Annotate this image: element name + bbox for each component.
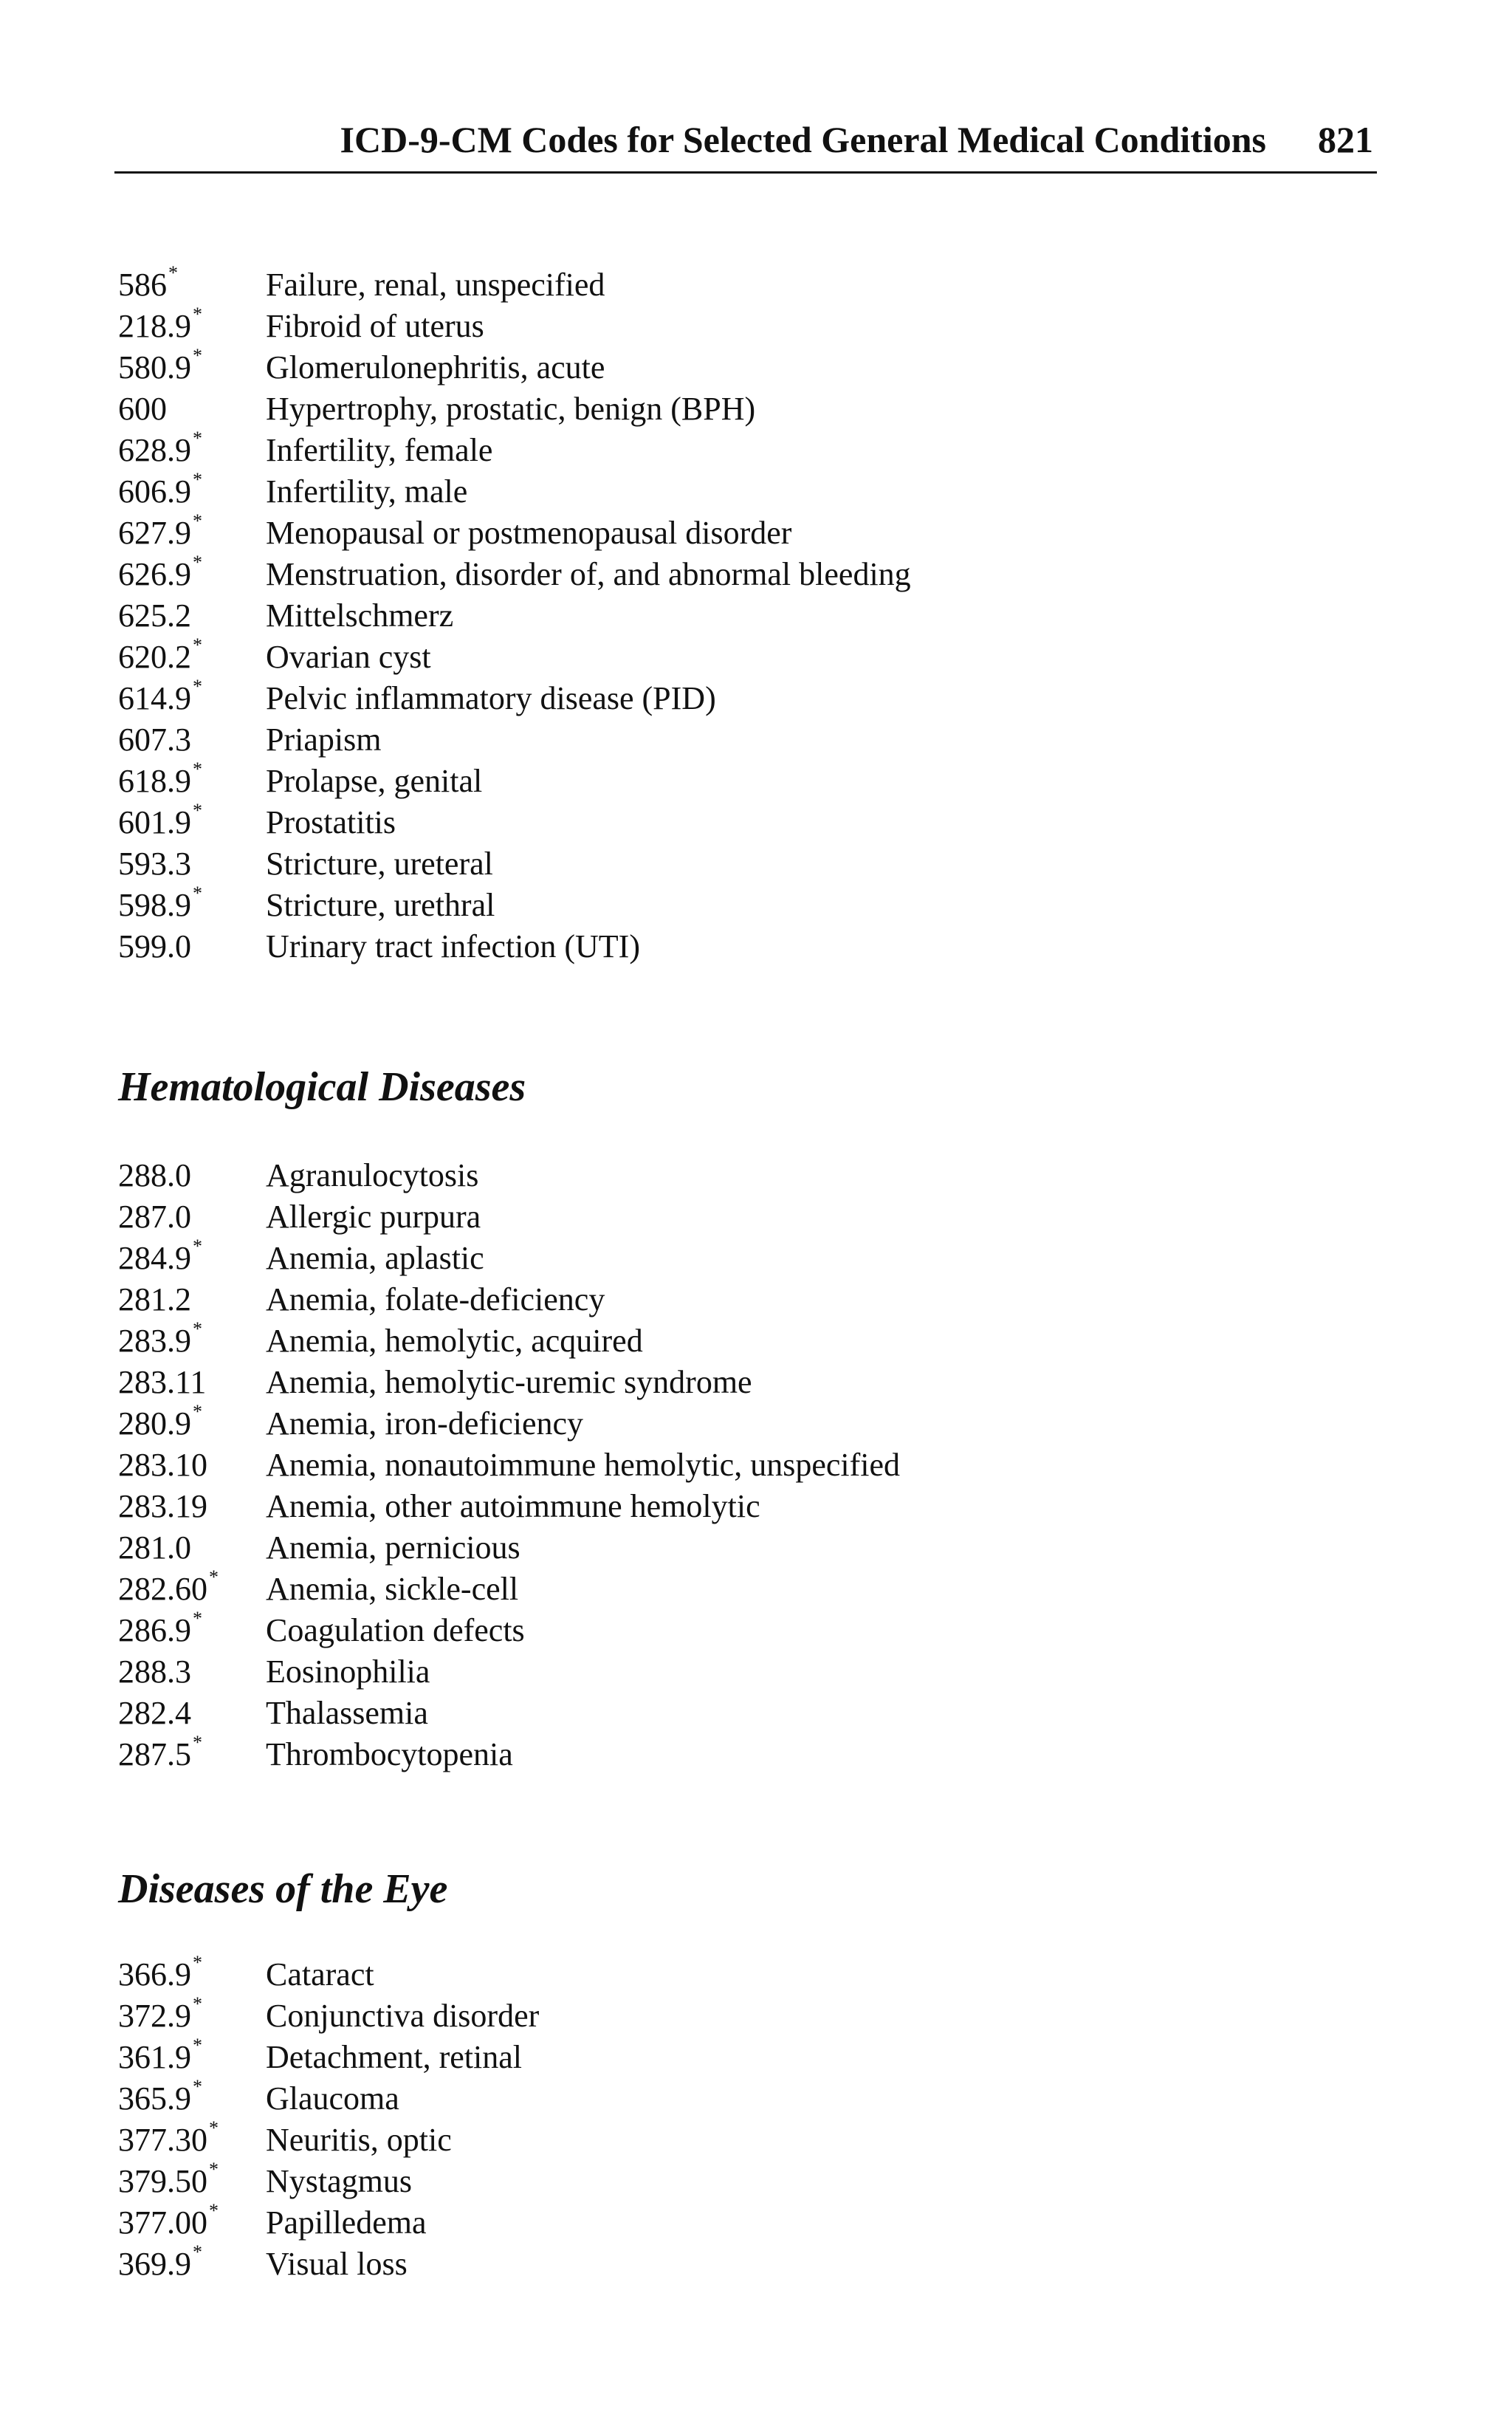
- icd-code-number: 283.11: [118, 1364, 207, 1400]
- condition-description: Glaucoma: [266, 2080, 399, 2117]
- code-entry: [118, 2202, 539, 2244]
- icd-code-number: 282.4: [118, 1695, 191, 1731]
- code-entry: [118, 926, 911, 967]
- condition-description: Ovarian cyst: [266, 639, 431, 675]
- icd-code: [118, 1486, 266, 1527]
- asterisk-mark: *: [193, 2076, 202, 2097]
- code-entry: [118, 758, 911, 802]
- icd-code: [118, 2161, 266, 2207]
- code-entry: [118, 1954, 539, 1995]
- code-entry: [118, 634, 911, 678]
- icd-code-number: 283.9: [118, 1323, 191, 1359]
- condition-description: Infertility, female: [266, 432, 493, 468]
- condition-description: Mittelschmerz: [266, 597, 454, 634]
- condition-description: Menstruation, disorder of, and abnormal bleeding: [266, 556, 911, 592]
- asterisk-mark: *: [209, 2159, 219, 2180]
- code-entry: [118, 885, 911, 926]
- icd-code-number: 601.9: [118, 804, 191, 840]
- icd-code-number: 218.9: [118, 308, 191, 344]
- icd-code: [118, 2078, 266, 2124]
- icd-code-number: 627.9: [118, 515, 191, 551]
- icd-code-number: 614.9: [118, 680, 191, 716]
- icd-code: [118, 1445, 266, 1486]
- icd-code-number: 580.9: [118, 349, 191, 385]
- condition-description: Prostatitis: [266, 804, 396, 840]
- icd-code: [118, 1954, 266, 2000]
- condition-description: Detachment, retinal: [266, 2039, 522, 2075]
- code-entry: [118, 1238, 900, 1279]
- condition-description: Priapism: [266, 722, 382, 758]
- icd-code: [118, 1238, 266, 1284]
- running-title: ICD-9-CM Codes for Selected General Medical Conditions: [340, 119, 1266, 160]
- code-entry: [118, 2161, 539, 2202]
- condition-description: Menopausal or postmenopausal disorder: [266, 515, 792, 551]
- icd-code-number: 593.3: [118, 846, 191, 882]
- code-entry: [118, 1651, 900, 1693]
- icd-code: [118, 1527, 266, 1569]
- icd-code: [118, 1610, 266, 1656]
- condition-description: Thalassemia: [266, 1695, 428, 1731]
- asterisk-mark: *: [209, 2117, 219, 2139]
- code-entry: [118, 1196, 900, 1238]
- asterisk-mark: *: [193, 552, 202, 573]
- icd-code-number: 586: [118, 267, 167, 303]
- icd-code: [118, 1196, 266, 1238]
- icd-code: [118, 802, 266, 848]
- icd-code-number: 379.50: [118, 2163, 207, 2199]
- asterisk-mark: *: [209, 1566, 219, 1588]
- icd-code-number: 618.9: [118, 763, 191, 799]
- icd-code-number: 282.60: [118, 1571, 207, 1607]
- condition-description: Failure, renal, unspecified: [266, 267, 605, 303]
- icd-code-number: 281.0: [118, 1529, 191, 1566]
- icd-code: [118, 1362, 266, 1403]
- asterisk-mark: *: [193, 428, 202, 449]
- icd-code: [118, 1279, 266, 1320]
- condition-description: Thrombocytopenia: [266, 1736, 513, 1772]
- icd-code: [118, 758, 266, 806]
- code-entry: [118, 2117, 539, 2161]
- icd-code: [118, 634, 266, 682]
- header-rule: [114, 171, 1377, 174]
- icd-code: [118, 1566, 266, 1614]
- icd-code: [118, 554, 266, 600]
- condition-description: Stricture, urethral: [266, 887, 495, 923]
- asterisk-mark: *: [193, 1401, 202, 1422]
- condition-description: Hypertrophy, prostatic, benign (BPH): [266, 391, 756, 427]
- code-entry: [118, 1362, 900, 1403]
- code-entry: [118, 843, 911, 885]
- code-entry: [118, 1995, 539, 2037]
- code-entry: [118, 1155, 900, 1196]
- asterisk-mark: *: [193, 510, 202, 532]
- icd-code: [118, 595, 266, 637]
- asterisk-mark: *: [193, 345, 202, 366]
- code-entry: [118, 2241, 539, 2285]
- section-heading-hematological: Hematological Diseases: [118, 1064, 526, 1110]
- code-entry: [118, 2078, 539, 2120]
- icd-code-number: 288.3: [118, 1654, 191, 1690]
- icd-code: [118, 264, 266, 310]
- code-entry: [118, 1693, 900, 1734]
- genitourinary-code-list: [118, 264, 911, 967]
- condition-description: Anemia, iron-deficiency: [266, 1405, 584, 1442]
- icd-code-number: 377.30: [118, 2122, 207, 2158]
- condition-description: Agranulocytosis: [266, 1157, 479, 1193]
- icd-code: [118, 2202, 266, 2248]
- asterisk-mark: *: [168, 262, 178, 284]
- asterisk-mark: *: [193, 1993, 202, 2015]
- code-entry: [118, 802, 911, 843]
- condition-description: Nystagmus: [266, 2163, 412, 2199]
- icd-code-number: 366.9: [118, 1956, 191, 1992]
- asterisk-mark: *: [209, 2200, 219, 2221]
- icd-code: [118, 347, 266, 393]
- icd-code-number: 283.19: [118, 1488, 207, 1524]
- icd-code: [118, 306, 266, 352]
- condition-description: Pelvic inflammatory disease (PID): [266, 680, 716, 716]
- icd-code: [118, 2037, 266, 2083]
- code-entry: [118, 347, 911, 388]
- icd-code-number: 287.5: [118, 1736, 191, 1772]
- code-entry: [118, 1566, 900, 1610]
- page-header: [0, 111, 1373, 162]
- section-heading-eye: Diseases of the Eye: [118, 1866, 448, 1912]
- condition-description: Anemia, aplastic: [266, 1240, 484, 1276]
- icd-code-number: 280.9: [118, 1405, 191, 1442]
- icd-code-number: 361.9: [118, 2039, 191, 2075]
- condition-description: Visual loss: [266, 2246, 408, 2282]
- asterisk-mark: *: [193, 676, 202, 697]
- condition-description: Allergic purpura: [266, 1199, 481, 1235]
- condition-description: Neuritis, optic: [266, 2122, 452, 2158]
- code-entry: [118, 388, 911, 430]
- code-entry: [118, 719, 911, 761]
- hematological-code-list: [118, 1155, 900, 1775]
- asterisk-mark: *: [193, 883, 202, 904]
- icd-code-number: 284.9: [118, 1240, 191, 1276]
- condition-description: Anemia, hemolytic-uremic syndrome: [266, 1364, 752, 1400]
- icd-code-number: 372.9: [118, 1998, 191, 2034]
- icd-code: [118, 885, 266, 931]
- condition-description: Fibroid of uterus: [266, 308, 484, 344]
- icd-code: [118, 510, 266, 558]
- condition-description: Anemia, nonautoimmune hemolytic, unspecified: [266, 1447, 901, 1483]
- icd-code: [118, 1155, 266, 1196]
- icd-code-number: 607.3: [118, 722, 191, 758]
- icd-code: [118, 2117, 266, 2165]
- code-entry: [118, 510, 911, 554]
- icd-code-number: 286.9: [118, 1612, 191, 1648]
- icd-code-number: 606.9: [118, 473, 191, 510]
- asterisk-mark: *: [193, 304, 202, 325]
- code-entry: [118, 1610, 900, 1651]
- code-entry: [118, 306, 911, 347]
- code-entry: [118, 678, 911, 719]
- code-entry: [118, 1527, 900, 1569]
- asterisk-mark: *: [193, 1318, 202, 1340]
- asterisk-mark: *: [193, 2035, 202, 2056]
- code-entry: [118, 1320, 900, 1362]
- icd-code-number: 377.00: [118, 2204, 207, 2241]
- icd-code: [118, 1995, 266, 2041]
- condition-description: Anemia, pernicious: [266, 1529, 520, 1566]
- icd-code-number: 600: [118, 391, 167, 427]
- asterisk-mark: *: [193, 1732, 202, 1753]
- icd-code: [118, 1651, 266, 1693]
- condition-description: Anemia, folate-deficiency: [266, 1281, 605, 1317]
- page-number: 821: [1318, 119, 1373, 160]
- icd-code: [118, 430, 266, 476]
- code-entry: [118, 1445, 900, 1486]
- icd-code: [118, 1403, 266, 1449]
- asterisk-mark: *: [193, 1608, 202, 1629]
- asterisk-mark: *: [193, 469, 202, 490]
- code-entry: [118, 1403, 900, 1445]
- icd-code-number: 628.9: [118, 432, 191, 468]
- condition-description: Coagulation defects: [266, 1612, 525, 1648]
- icd-code-number: 287.0: [118, 1199, 191, 1235]
- condition-description: Conjunctiva disorder: [266, 1998, 540, 2034]
- code-entry: [118, 595, 911, 637]
- condition-description: Stricture, ureteral: [266, 846, 493, 882]
- icd-code: [118, 471, 266, 517]
- asterisk-mark: *: [193, 1236, 202, 1257]
- code-entry: [118, 2037, 539, 2078]
- icd-code-number: 599.0: [118, 928, 191, 964]
- icd-code: [118, 926, 266, 967]
- eye-code-list: [118, 1954, 539, 2285]
- condition-description: Glomerulonephritis, acute: [266, 349, 605, 385]
- asterisk-mark: *: [193, 800, 202, 821]
- icd-code-number: 365.9: [118, 2080, 191, 2117]
- code-entry: [118, 1486, 900, 1527]
- code-entry: [118, 471, 911, 513]
- condition-description: Papilledema: [266, 2204, 427, 2241]
- icd-code: [118, 843, 266, 885]
- icd-code-number: 598.9: [118, 887, 191, 923]
- code-entry: [118, 430, 911, 471]
- icd-code: [118, 678, 266, 724]
- icd-code-number: 281.2: [118, 1281, 191, 1317]
- icd-code-number: 288.0: [118, 1157, 191, 1193]
- icd-code: [118, 719, 266, 761]
- code-entry: [118, 264, 911, 306]
- icd-code: [118, 1693, 266, 1734]
- condition-description: Infertility, male: [266, 473, 468, 510]
- condition-description: Eosinophilia: [266, 1654, 430, 1690]
- condition-description: Anemia, other autoimmune hemolytic: [266, 1488, 760, 1524]
- condition-description: Cataract: [266, 1956, 374, 1992]
- condition-description: Prolapse, genital: [266, 763, 483, 799]
- icd-code: [118, 388, 266, 430]
- asterisk-mark: *: [193, 2241, 202, 2263]
- asterisk-mark: *: [193, 758, 202, 780]
- icd-code-number: 625.2: [118, 597, 191, 634]
- icd-code-number: 283.10: [118, 1447, 207, 1483]
- condition-description: Anemia, hemolytic, acquired: [266, 1323, 643, 1359]
- icd-code: [118, 2241, 266, 2289]
- icd-code: [118, 1320, 266, 1366]
- icd-code-number: 626.9: [118, 556, 191, 592]
- icd-code-number: 620.2: [118, 639, 191, 675]
- code-entry: [118, 1734, 900, 1775]
- code-entry: [118, 1279, 900, 1320]
- condition-description: Anemia, sickle-cell: [266, 1571, 519, 1607]
- condition-description: Urinary tract infection (UTI): [266, 928, 640, 964]
- asterisk-mark: *: [193, 634, 202, 656]
- asterisk-mark: *: [193, 1952, 202, 1973]
- icd-code: [118, 1734, 266, 1780]
- code-entry: [118, 554, 911, 595]
- icd-code-number: 369.9: [118, 2246, 191, 2282]
